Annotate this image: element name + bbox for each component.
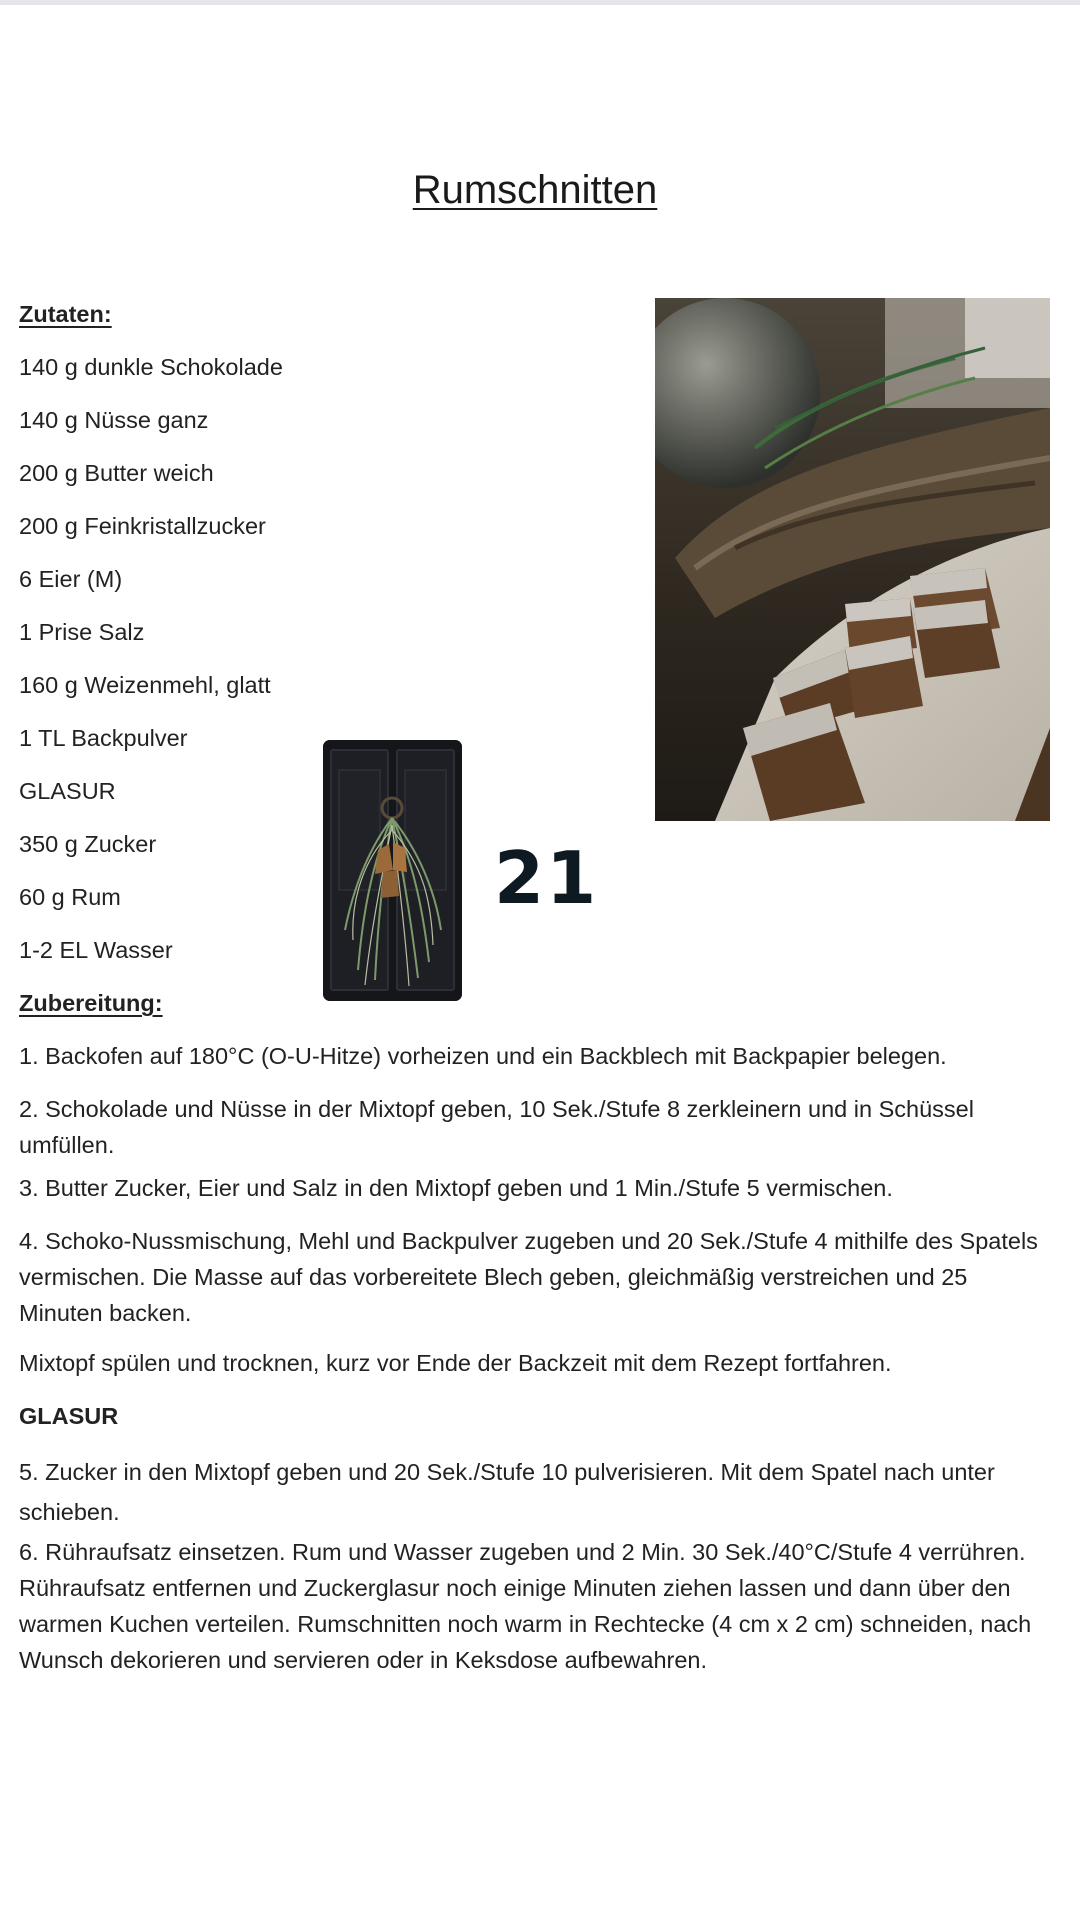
rumschnitten-photo [655,298,1050,821]
glasur-heading: GLASUR [19,1403,119,1429]
ingredients-heading: Zutaten: [19,301,112,327]
step-1: 1. Backofen auf 180°C (O-U-Hitze) vorheizen und ein Backblech mit Backpapier belegen. [19,1043,947,1069]
step-6: 6. Rühraufsatz einsetzen. Rum und Wasser zugeben und 2 Min. 30 Sek./40°C/Stufe 4 verrühren. Rühraufsatz entfernen und Zuckerglasur noch einige Minuten ziehen lassen und dann über den warmen Kuchen verteilen. Rumschnitten noch warm in Rechtecke (4 cm x 2 cm) schneiden, nach Wunsch dekorieren und servieren oder in Keksdose aufbewahren. [19,1539,1032,1673]
step-note: Mixtopf spülen und trocknen, kurz vor Ende der Backzeit mit dem Rezept fortfahren. [19,1350,892,1376]
ingredient-item: 160 g Weizenmehl, glatt [19,672,271,698]
preparation-heading: Zubereitung: [19,990,163,1016]
ingredient-item: 140 g Nüsse ganz [19,407,209,433]
ingredient-item: 6 Eier (M) [19,566,123,592]
ingredient-item: 200 g Feinkristallzucker [19,513,266,539]
step-2: 2. Schokolade und Nüsse in der Mixtopf geben, 10 Sek./Stufe 8 zerkleinern und in Schüssel umfüllen. [19,1096,974,1158]
advent-door-wreath-image [323,740,462,1001]
ingredient-item: 200 g Butter weich [19,460,214,486]
ingredient-item: 1-2 EL Wasser [19,937,173,963]
recipe-title: Rumschnitten [412,168,658,212]
top-edge-bar [0,0,1080,5]
step-4: 4. Schoko-Nussmischung, Mehl und Backpulver zugeben und 20 Sek./Stufe 4 mithilfe des Spatels vermischen. Die Masse auf das vorbereitete Blech geben, gleichmäßig verstreichen und 25 Minuten backen. [19,1228,1038,1326]
ingredient-item: 140 g dunkle Schokolade [19,354,283,380]
step-5: 5. Zucker in den Mixtopf geben und 20 Sek./Stufe 10 pulverisieren. Mit dem Spatel nach unter schieben. [19,1459,995,1525]
ingredient-item-glasur: GLASUR [19,778,116,804]
ingredient-item: 1 TL Backpulver [19,725,188,751]
advent-day-number: 21 [494,836,599,920]
step-3: 3. Butter Zucker, Eier und Salz in den Mixtopf geben und 1 Min./Stufe 5 vermischen. [19,1175,893,1201]
ingredient-item: 350 g Zucker [19,831,157,857]
ingredient-item: 1 Prise Salz [19,619,145,645]
ingredient-item: 60 g Rum [19,884,121,910]
